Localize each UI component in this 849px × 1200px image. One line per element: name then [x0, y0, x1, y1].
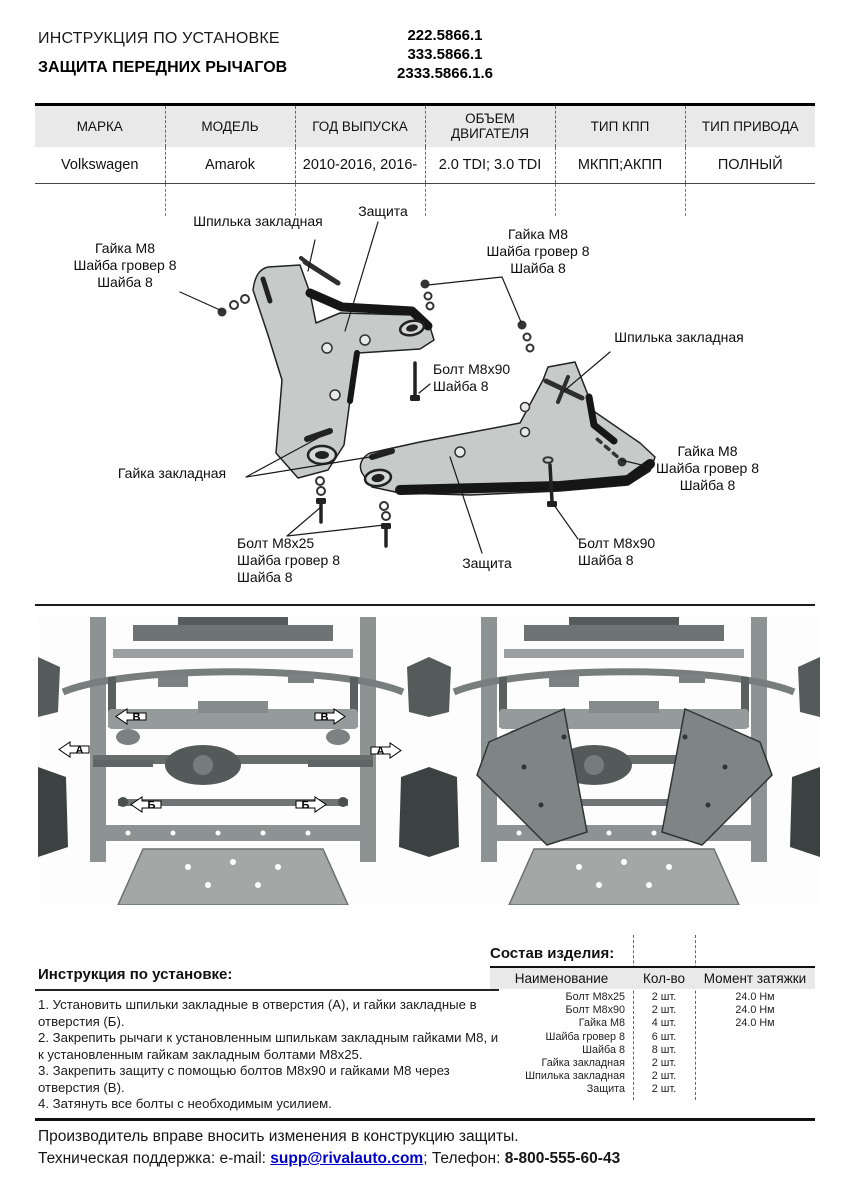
footer-rule: [35, 1118, 815, 1121]
callout-nut-mid: Гайка М8 Шайба гровер 8 Шайба 8: [486, 226, 590, 276]
callout-guard-bottom: Защита: [462, 555, 512, 571]
parts-row: Шпилька закладная 2 шт.: [525, 1070, 677, 1083]
part-number: 333.5866.1: [407, 46, 483, 63]
parts-table-rows: [490, 991, 815, 1097]
footer-support-line: [38, 1150, 620, 1168]
callout-bolt25: Болт М8х25 Шайба гровер 8 Шайба 8: [237, 535, 341, 585]
callout-nut-right: Гайка М8 Шайба гровер 8 Шайба 8: [655, 443, 760, 493]
callout-guard-top: Защита: [358, 203, 408, 219]
svg-text:В: В: [132, 711, 141, 724]
part-numbers: [340, 26, 550, 83]
spec-value-drive: ПОЛНЫЙ: [685, 147, 815, 184]
parts-header-qty: Кол-во: [643, 971, 685, 986]
parts-row: Гайка закладная 2 шт.: [541, 1056, 677, 1069]
spec-value-year: 2010-2016, 2016-: [295, 147, 425, 184]
install-heading-rule: [35, 989, 499, 991]
parts-row: Защита 2 шт.: [586, 1083, 677, 1096]
install-step: 4. Затянуть все болты с необходимым усилием.: [38, 1096, 332, 1111]
svg-text:А: А: [376, 745, 385, 758]
install-steps: [38, 997, 500, 1113]
parts-heading: Состав изделия:: [490, 945, 615, 962]
parts-list: [490, 945, 815, 1105]
install-step: 1. Установить шпильки закладные в отверстия (А), и гайки закладные в отверстия (Б).: [38, 997, 477, 1029]
page-subtitle: ЗАЩИТА ПЕРЕДНИХ РЫЧАГОВ: [38, 59, 288, 76]
support-mid: ; Телефон:: [423, 1150, 505, 1167]
svg-text:Б: Б: [147, 799, 156, 812]
page-title: ИНСТРУКЦИЯ ПО УСТАНОВКЕ: [38, 30, 280, 47]
section-divider: [35, 604, 815, 606]
spec-header-brand: МАРКА: [35, 105, 165, 147]
callout-slot-nut: Гайка закладная: [117, 465, 227, 481]
spec-value-gearbox: МКПП;АКПП: [555, 147, 685, 184]
spec-value-engine: 2.0 TDI; 3.0 TDI: [425, 147, 555, 184]
assembly-diagram: [0, 195, 849, 605]
spec-header-year: ГОД ВЫПУСКА: [295, 105, 425, 147]
parts-row: Болт М8х25 2 шт. 24.0 Нм: [565, 991, 775, 1003]
parts-table-header: [490, 968, 815, 989]
callout-stud-top: Шпилька закладная: [193, 213, 323, 229]
install-heading: Инструкция по установке:: [38, 966, 233, 983]
callout-bolt90-left: Болт М8х90 Шайба 8: [433, 361, 511, 394]
callout-bolt90-right: Болт М8х90 Шайба 8: [578, 535, 656, 568]
part-number: 2333.5866.1.6: [397, 65, 493, 82]
spec-value-model: Amarok: [165, 147, 295, 184]
spec-header-gearbox: ТИП КПП: [555, 105, 685, 147]
spec-header-engine: ОБЪЕМ ДВИГАТЕЛЯ: [425, 105, 555, 147]
spec-header-drive: ТИП ПРИВОДА: [685, 105, 815, 147]
footer-disclaimer: Производитель вправе вносить изменения в конструкцию защиты.: [38, 1128, 519, 1145]
install-step: 3. Закрепить защиту с помощью болтов М8х90 и гайками М8 через отверстия (В).: [38, 1063, 450, 1095]
svg-text:Б: Б: [301, 799, 310, 812]
parts-row: Гайка М8 4 шт. 24.0 Нм: [578, 1017, 775, 1030]
part-number: 222.5866.1: [407, 27, 483, 44]
parts-row: Шайба гровер 8 6 шт.: [545, 1030, 677, 1043]
svg-text:В: В: [320, 711, 329, 724]
parts-row: Шайба 8 8 шт.: [582, 1043, 677, 1056]
spec-value-brand: Volkswagen: [35, 147, 165, 184]
header: [38, 30, 287, 77]
support-phone: 8-800-555-60-43: [504, 1150, 621, 1167]
parts-header-name: Наименование: [514, 971, 609, 986]
support-email-link[interactable]: supp@rivalauto.com: [270, 1150, 424, 1167]
callout-nut-left: Гайка М8 Шайба гровер 8 Шайба 8: [73, 240, 177, 290]
parts-row: Болт М8х90 2 шт. 24.0 Нм: [565, 1004, 775, 1017]
spec-header-row: [35, 105, 815, 147]
spec-header-model: МОДЕЛЬ: [165, 105, 295, 147]
spec-value-row: [35, 147, 815, 184]
install-step: 2. Закрепить рычаги к установленным шпилькам закладным гайками М8, и к установленным гайкам закладным болтами М8х25.: [38, 1030, 499, 1062]
callout-stud-right: Шпилька закладная: [614, 329, 744, 345]
parts-header-torque: Момент затяжки: [703, 971, 807, 986]
photo-before-install: [38, 617, 429, 905]
svg-text:А: А: [75, 744, 84, 757]
installation-photos: [38, 617, 820, 905]
photo-after-install: [429, 617, 820, 905]
support-prefix: Техническая поддержка: e-mail:: [38, 1150, 271, 1167]
vehicle-spec-table: [35, 103, 815, 184]
